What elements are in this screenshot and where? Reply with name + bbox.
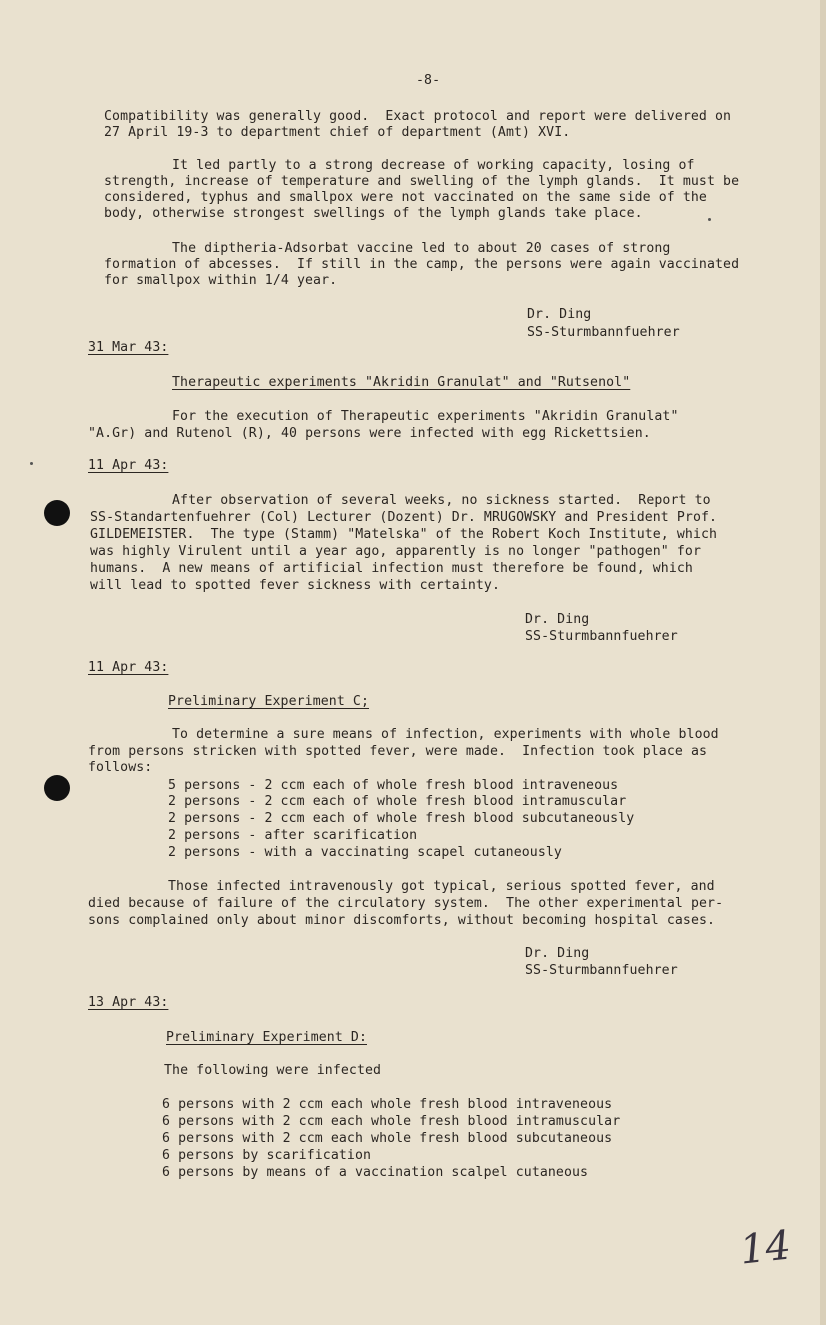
section-heading: Preliminary Experiment D: [166,1030,367,1045]
list-item: 6 persons with 2 ccm each whole fresh blood subcutaneous [162,1131,613,1146]
signature-name: Dr. Ding [525,946,590,961]
para4-line: For the execution of Therapeutic experiments "Akridin Granulat" [172,409,679,424]
section-heading: Preliminary Experiment C; [168,694,369,709]
para8-line: The following were infected [164,1063,382,1078]
list-item: 6 persons with 2 ccm each whole fresh blood intraveneous [162,1097,613,1112]
signature-title: SS-Sturmbannfuehrer [525,629,678,644]
punch-hole-top [44,500,70,526]
para5-line: humans. A new means of artificial infection must therefore be found, which [90,561,693,576]
list-item: 6 persons with 2 ccm each whole fresh blood intramuscular [162,1114,621,1129]
ink-speck [708,218,711,221]
page-number: -8- [416,73,441,88]
para1-line: Compatibility was generally good. Exact protocol and report were delivered on [104,109,732,124]
para6-line: follows: [88,760,153,775]
date-entry: 31 Mar 43: [88,340,169,355]
punch-hole-bottom [44,775,70,801]
para2-line: strength, increase of temperature and swelling of the lymph glands. It must be [104,174,740,189]
list-item: 2 persons - after scarification [168,828,418,843]
para3-line: formation of abcesses. If still in the camp, the persons were again vaccinated [104,257,740,272]
list-item: 2 persons - 2 ccm each of whole fresh blood intramuscular [168,794,627,809]
date-entry: 13 Apr 43: [88,995,169,1010]
signature-title: SS-Sturmbannfuehrer [527,325,680,340]
list-item: 2 persons - 2 ccm each of whole fresh blood subcutaneously [168,811,635,826]
date-entry: 11 Apr 43: [88,660,169,675]
list-item: 5 persons - 2 ccm each of whole fresh blood intraveneous [168,778,619,793]
para3-line: for smallpox within 1/4 year. [104,273,338,288]
signature-name: Dr. Ding [527,307,592,322]
para2-line: It led partly to a strong decrease of working capacity, losing of [172,158,695,173]
para7-line: Those infected intravenously got typical, serious spotted fever, and [168,879,715,894]
para5-line: After observation of several weeks, no sickness started. Report to [172,493,711,508]
ink-speck [30,462,33,465]
para5-line: GILDEMEISTER. The type (Stamm) "Matelska" of the Robert Koch Institute, which [90,527,718,542]
list-item: 2 persons - with a vaccinating scapel cutaneously [168,845,562,860]
para4-line: "A.Gr) and Rutenol (R), 40 persons were infected with egg Rickettsien. [88,426,651,441]
section-heading: Therapeutic experiments "Akridin Granulat" and "Rutsenol" [172,375,631,390]
para6-line: To determine a sure means of infection, experiments with whole blood [172,727,719,742]
para6-line: from persons stricken with spotted fever, were made. Infection took place as [88,744,708,759]
para7-line: sons complained only about minor discomforts, without becoming hospital cases. [88,913,716,928]
para5-line: was highly Virulent until a year ago, apparently is no longer "pathogen" for [90,544,702,559]
list-item: 6 persons by scarification [162,1148,372,1163]
signature-name: Dr. Ding [525,612,590,627]
para2-line: considered, typhus and smallpox were not vaccinated on the same side of the [104,190,707,205]
list-item: 6 persons by means of a vaccination scalpel cutaneous [162,1165,589,1180]
signature-title: SS-Sturmbannfuehrer [525,963,678,978]
para5-line: will lead to spotted fever sickness with certainty. [90,578,501,593]
handwritten-page-number: 14 [737,1222,794,1274]
para3-line: The diptheria-Adsorbat vaccine led to about 20 cases of strong [172,241,671,256]
para2-line: body, otherwise strongest swellings of the lymph glands take place. [104,206,643,221]
para7-line: died because of failure of the circulatory system. The other experimental per- [88,896,724,911]
para5-line: SS-Standartenfuehrer (Col) Lecturer (Dozent) Dr. MRUGOWSKY and President Prof. [90,510,718,525]
date-entry: 11 Apr 43: [88,458,169,473]
para1-line: 27 April 19-3 to department chief of department (Amt) XVI. [104,125,571,140]
